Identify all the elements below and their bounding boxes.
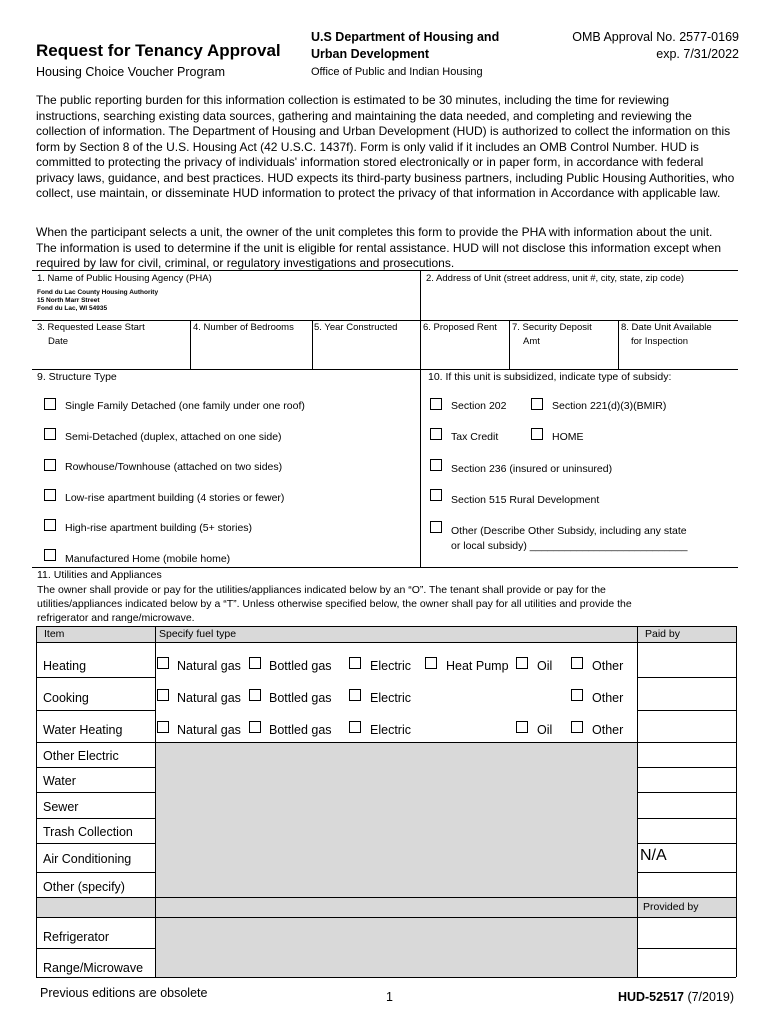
- range-provided-by-input[interactable]: [638, 949, 735, 976]
- office-name: Office of Public and Indian Housing: [311, 66, 483, 78]
- pha-street-value: 15 North Marr Street: [37, 297, 100, 304]
- subsidy-section-202-checkbox[interactable]: [430, 398, 442, 410]
- pha-name-label: 1. Name of Public Housing Agency (PHA): [37, 273, 212, 284]
- security-deposit-label-2: Amt: [523, 336, 540, 347]
- heating-electric-label: Electric: [370, 659, 411, 673]
- water-heating-electric-checkbox[interactable]: [349, 721, 361, 733]
- date-available-label-2: for Inspection: [631, 336, 689, 347]
- subsidy-other-checkbox[interactable]: [430, 521, 442, 533]
- utilities-instructions-1: The owner shall provide or pay for the utilities/appliances indicated below by an “O”. The tenant shall provide or pay for the: [37, 584, 606, 596]
- heating-bottled-gas-checkbox[interactable]: [249, 657, 261, 669]
- water-heating-other-checkbox[interactable]: [571, 721, 583, 733]
- heating-bottled-gas-label: Bottled gas: [269, 659, 332, 673]
- bedrooms-label: 4. Number of Bedrooms: [193, 322, 294, 333]
- cooking-bottled-gas-checkbox[interactable]: [249, 689, 261, 701]
- structure-rowhouse-checkbox[interactable]: [44, 459, 56, 471]
- lease-start-label-2: Date: [48, 336, 69, 347]
- subsidy-section-202-label: Section 202: [451, 400, 507, 412]
- footer-obsolete-note: Previous editions are obsolete: [40, 986, 208, 1000]
- row-trash-label: Trash Collection: [43, 825, 133, 839]
- heating-electric-checkbox[interactable]: [349, 657, 361, 669]
- row-cooking-label: Cooking: [43, 691, 89, 705]
- proposed-rent-label: 6. Proposed Rent: [423, 322, 497, 333]
- security-deposit-label: 7. Security Deposit: [512, 322, 592, 333]
- heating-natural-gas-label: Natural gas: [177, 659, 241, 673]
- year-constructed-label: 5. Year Constructed: [314, 322, 398, 333]
- security-deposit-input[interactable]: [511, 350, 616, 368]
- form-subtitle: Housing Choice Voucher Program: [36, 65, 225, 79]
- structure-high-rise-label: High-rise apartment building (5+ stories): [65, 522, 253, 534]
- footer-page-number: 1: [386, 990, 393, 1004]
- subsidy-section-221-label: Section 221(d)(3)(BMIR): [552, 400, 667, 412]
- cooking-natural-gas-checkbox[interactable]: [157, 689, 169, 701]
- pha-name-value: Fond du Lac County Housing Authority: [37, 289, 159, 296]
- row-other-specify-label: Other (specify): [43, 880, 125, 894]
- lease-start-input[interactable]: [33, 350, 188, 368]
- subsidy-other-description[interactable]: or local subsidy) ___________________________: [451, 540, 688, 552]
- water-heating-natural-gas-checkbox[interactable]: [157, 721, 169, 733]
- subsidy-label: 10. If this unit is subsidized, indicate type of subsidy:: [428, 371, 672, 383]
- row-other-electric-label: Other Electric: [43, 749, 119, 763]
- form-revision-date: (7/2019): [687, 990, 734, 1004]
- proposed-rent-input[interactable]: [422, 350, 507, 368]
- refrigerator-provided-by-input[interactable]: [638, 918, 735, 947]
- structure-single-family-checkbox[interactable]: [44, 398, 56, 410]
- cooking-electric-label: Electric: [370, 691, 411, 705]
- row-water-heating-label: Water Heating: [43, 723, 123, 737]
- date-available-input[interactable]: [620, 350, 736, 368]
- cooking-natural-gas-label: Natural gas: [177, 691, 241, 705]
- omb-expiration: exp. 7/31/2022: [656, 47, 739, 61]
- year-constructed-input[interactable]: [314, 350, 418, 368]
- form-purpose-statement: When the participant selects a unit, the owner of the unit completes this form to provide the PHA with information about the unit. The information is used to determine if the unit is eligible for rental assistance. HUD will not disclose this information except when required by law for civil, criminal, or regulatory investigations and prosecutions.: [36, 225, 721, 270]
- subsidy-other-label: Other (Describe Other Subsidy, including any state: [451, 525, 687, 537]
- subsidy-home-label: HOME: [552, 431, 584, 443]
- unit-address-label: 2. Address of Unit (street address, unit #, city, state, zip code): [426, 273, 685, 284]
- cooking-other-label: Other: [592, 691, 624, 705]
- date-available-label: 8. Date Unit Available: [621, 322, 712, 333]
- omb-number: OMB Approval No. 2577-0169: [572, 30, 739, 44]
- structure-single-family-label: Single Family Detached (one family under one roof): [65, 400, 305, 412]
- water-heating-bottled-gas-label: Bottled gas: [269, 723, 332, 737]
- structure-low-rise-label: Low-rise apartment building (4 stories or fewer): [65, 492, 285, 504]
- cooking-paid-by-input[interactable]: [638, 678, 735, 709]
- utilities-instructions-3: refrigerator and range/microwave.: [37, 612, 195, 624]
- structure-manufactured-label: Manufactured Home (mobile home): [65, 553, 231, 565]
- water-heating-electric-label: Electric: [370, 723, 411, 737]
- unit-address-input[interactable]: [422, 288, 736, 318]
- row-range-label: Range/Microwave: [43, 961, 144, 975]
- row-water-label: Water: [43, 774, 76, 788]
- column-paid-by-header: Paid by: [645, 628, 681, 640]
- ac-paid-by-value[interactable]: N/A: [640, 847, 667, 864]
- column-item-header: Item: [44, 628, 65, 640]
- row-ac-label: Air Conditioning: [43, 852, 132, 866]
- form-title: Request for Tenancy Approval: [36, 41, 281, 60]
- subsidy-section-221-checkbox[interactable]: [531, 398, 543, 410]
- lease-start-label: 3. Requested Lease Start: [37, 322, 145, 333]
- structure-semi-detached-label: Semi-Detached (duplex, attached on one side): [65, 431, 282, 443]
- heating-other-label: Other: [592, 659, 624, 673]
- water-heating-oil-checkbox[interactable]: [516, 721, 528, 733]
- water-heating-other-label: Other: [592, 723, 624, 737]
- structure-rowhouse-label: Rowhouse/Townhouse (attached on two sides): [65, 461, 283, 473]
- heating-other-checkbox[interactable]: [571, 657, 583, 669]
- bedrooms-input[interactable]: [192, 350, 310, 368]
- structure-high-rise-checkbox[interactable]: [44, 519, 56, 531]
- pha-city-value: Fond du Lac, WI 54935: [37, 305, 108, 312]
- structure-manufactured-checkbox[interactable]: [44, 549, 56, 561]
- row-refrigerator-label: Refrigerator: [43, 930, 109, 944]
- water-heating-paid-by-input[interactable]: [638, 711, 735, 741]
- water-heating-natural-gas-label: Natural gas: [177, 723, 241, 737]
- subsidy-tax-credit-label: Tax Credit: [451, 431, 499, 443]
- burden-statement: The public reporting burden for this information collection is estimated to be 30 minutes, including the time for reviewing instructions, searching existing data sources, gathering and maintaining the data needed, and completing and reviewing the collection of information. The Department of Housing and Urban Development (HUD) is authorized to collect the information on this form by Section 8 of the U.S. Housing Act (42 U.S.C. 1437f). Form is only valid if it includes an OMB Control Number. HUD is committed to protecting the privacy of individuals' information stored electronically or in paper form, in accordance with federal privacy laws, guidance, and best practices. HUD expects its third-party business partners, including Public Housing Authorities, who collect, use maintain, or disseminate HUD information to protect the privacy of that information in Accordance with applicable law.: [36, 93, 735, 200]
- row-sewer-label: Sewer: [43, 800, 79, 814]
- cooking-other-checkbox[interactable]: [571, 689, 583, 701]
- subsidy-section-236-checkbox[interactable]: [430, 459, 442, 471]
- subsidy-section-515-checkbox[interactable]: [430, 489, 442, 501]
- heating-oil-checkbox[interactable]: [516, 657, 528, 669]
- column-provided-by-header: Provided by: [643, 901, 699, 913]
- structure-low-rise-checkbox[interactable]: [44, 489, 56, 501]
- heating-paid-by-input[interactable]: [638, 643, 735, 676]
- heating-heat-pump-checkbox[interactable]: [425, 657, 437, 669]
- footer-form-id: [618, 991, 734, 1004]
- structure-type-label: 9. Structure Type: [37, 371, 117, 383]
- form-number: HUD-52517: [617, 990, 684, 1004]
- subsidy-section-236-label: Section 236 (insured or uninsured): [451, 463, 613, 475]
- water-heating-bottled-gas-checkbox[interactable]: [249, 721, 261, 733]
- subsidy-tax-credit-checkbox[interactable]: [430, 428, 442, 440]
- department-name-2: Urban Development: [311, 47, 430, 61]
- structure-semi-detached-checkbox[interactable]: [44, 428, 56, 440]
- water-heating-oil-label: Oil: [537, 723, 553, 737]
- heating-oil-label: Oil: [537, 659, 553, 673]
- row-heating-label: Heating: [43, 659, 87, 673]
- cooking-electric-checkbox[interactable]: [349, 689, 361, 701]
- subsidy-home-checkbox[interactable]: [531, 428, 543, 440]
- subsidy-section-515-label: Section 515 Rural Development: [451, 494, 600, 506]
- heating-heat-pump-label: Heat Pump: [446, 659, 509, 673]
- cooking-bottled-gas-label: Bottled gas: [269, 691, 332, 705]
- department-name: U.S Department of Housing and: [311, 30, 500, 44]
- heating-natural-gas-checkbox[interactable]: [157, 657, 169, 669]
- utilities-instructions-2: utilities/appliances indicated below by a “T”. Unless otherwise specified below, the owner shall pay for all utilities and provide the: [37, 598, 632, 610]
- utilities-heading: 11. Utilities and Appliances: [37, 569, 162, 581]
- column-fuel-header: Specify fuel type: [159, 628, 237, 640]
